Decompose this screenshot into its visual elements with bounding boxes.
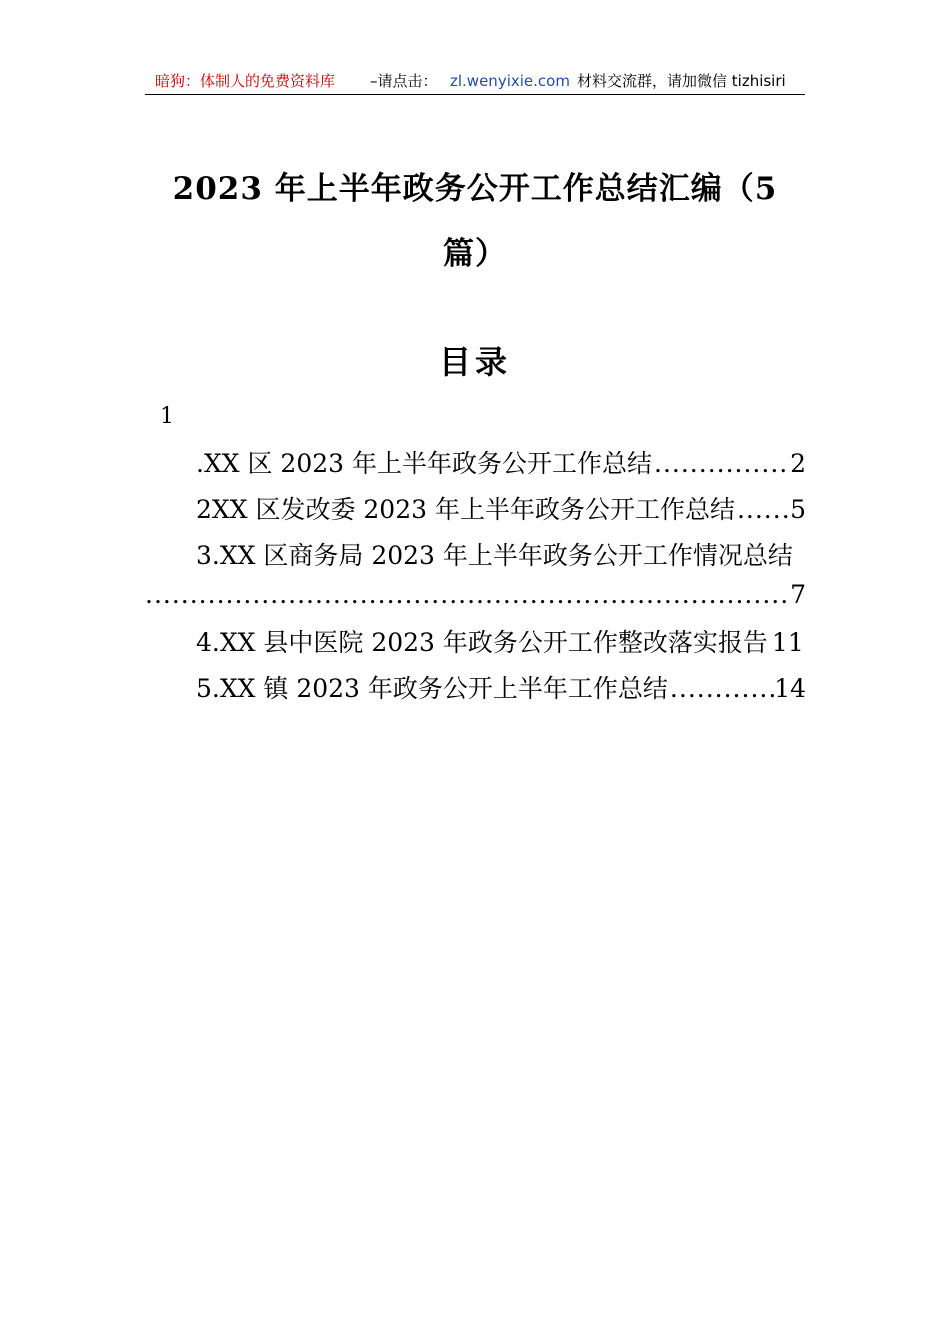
toc-leader [668,674,774,703]
toc-entry-1[interactable] [196,444,806,478]
page-header [145,68,805,95]
toc-entry-4-page: 11 [771,628,804,657]
document-title-line-1: 2023 年上半年政务公开工作总结汇编（5 [172,171,778,207]
toc-entry-3-continuation[interactable] [145,580,806,614]
toc-entry-3-page: 7 [790,580,806,609]
toc-entry-3-title: 3.XX 区商务局 2023 年上半年政务公开工作情况总结 [196,541,793,570]
header-contact: 材料交流群，请加微信 tizhisiri [577,72,786,90]
toc-entry-4-title: 4.XX 县中医院 2023 年政务公开工作整改落实报告 [196,628,768,657]
toc-entry-2[interactable] [196,490,806,524]
toc-entry-5[interactable] [196,669,806,703]
header-prompt: –请点击： [370,72,438,90]
toc-entry-1-page: 2 [790,449,806,478]
toc-entry-3[interactable] [196,536,806,570]
toc-entry-1-number: 1 [160,404,174,429]
document-title-line-2: 篇） [443,236,507,272]
toc-leader [145,580,790,609]
header-brand: 暗狗：体制人的免费资料库 [155,72,336,90]
toc-leader [652,449,790,478]
toc-entry-5-page: 14 [774,674,806,703]
toc-entry-4[interactable] [196,623,806,657]
toc-entry-1-title: .XX 区 2023 年上半年政务公开工作总结 [196,449,653,478]
toc-leader [735,495,790,524]
toc-heading: 目录 [438,343,511,381]
toc-entry-5-title: 5.XX 镇 2023 年政务公开上半年工作总结 [196,674,668,703]
header-url-link[interactable]: zl.wenyixie.com [450,72,570,90]
toc-entry-2-page: 5 [790,495,806,524]
toc-entry-2-title: 2XX 区发改委 2023 年上半年政务公开工作总结 [196,495,735,524]
